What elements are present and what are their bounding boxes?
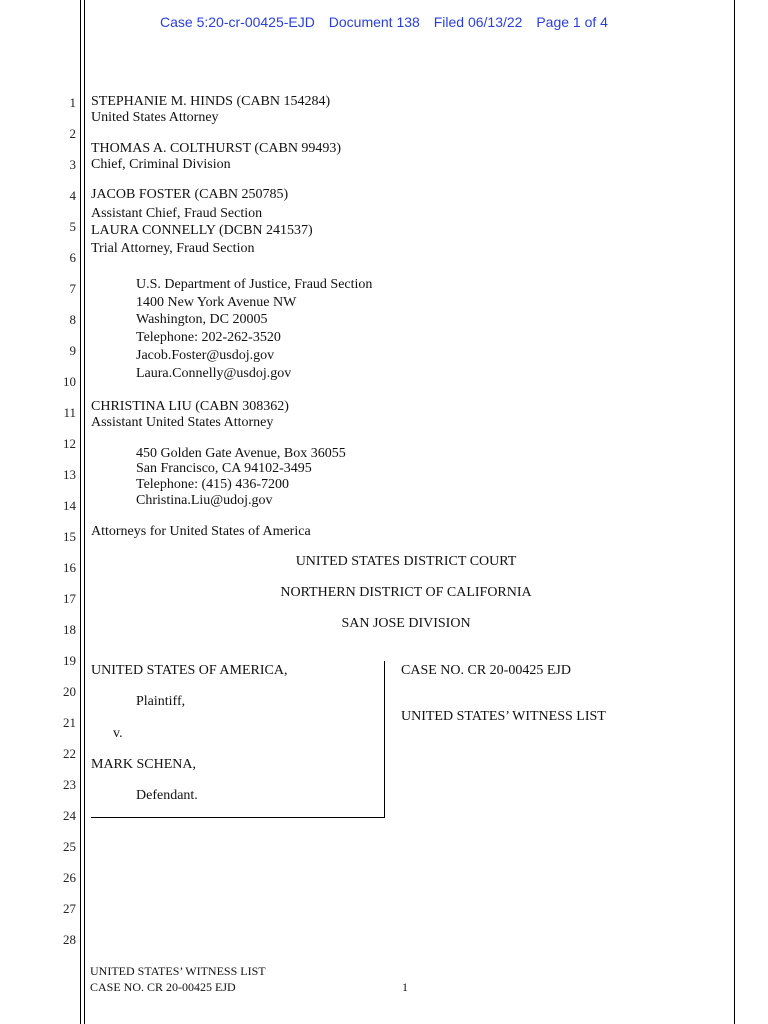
header-case-number: Case 5:20-cr-00425-EJD — [160, 14, 315, 30]
defendant-role: Defendant. — [136, 788, 198, 803]
attorneys-for: Attorneys for United States of America — [91, 524, 311, 539]
caption-bottom-rule — [91, 817, 385, 818]
line-number: 3 — [69, 157, 76, 172]
header-document-number: Document 138 — [328, 14, 420, 30]
line-number: 11 — [63, 405, 76, 420]
counsel-foster-name: JACOB FOSTER (CABN 250785) — [91, 187, 289, 202]
line-number: 8 — [69, 312, 76, 327]
caption-vertical-rule — [384, 661, 385, 818]
court-name: UNITED STATES DISTRICT COURT — [295, 554, 517, 569]
line-number: 16 — [63, 560, 76, 575]
plaintiff-role: Plaintiff, — [136, 694, 186, 709]
counsel-hinds-title: United States Attorney — [91, 110, 219, 125]
line-number: 17 — [63, 591, 76, 606]
line-number: 1 — [69, 95, 76, 110]
address-line: U.S. Department of Justice, Fraud Section — [136, 277, 373, 292]
line-number: 13 — [63, 467, 76, 482]
line-number: 22 — [63, 746, 76, 761]
versus: v. — [113, 726, 123, 741]
address-line: San Francisco, CA 94102-3495 — [136, 461, 312, 476]
defendant-name: MARK SCHENA, — [91, 757, 197, 772]
line-number: 27 — [63, 901, 76, 916]
counsel-foster-title: Assistant Chief, Fraud Section — [91, 206, 263, 221]
counsel-colthurst-title: Chief, Criminal Division — [91, 157, 231, 172]
counsel-liu-title: Assistant United States Attorney — [91, 415, 274, 430]
line-number: 12 — [63, 436, 76, 451]
counsel-liu-name: CHRISTINA LIU (CABN 308362) — [91, 399, 289, 414]
header-filed-date: Filed 06/13/22 — [433, 14, 523, 30]
phone-line: Telephone: 202-262-3520 — [136, 330, 281, 345]
line-number: 5 — [69, 219, 76, 234]
line-number: 23 — [63, 777, 76, 792]
left-margin-rule-outer — [80, 0, 81, 1024]
counsel-colthurst-name: THOMAS A. COLTHURST (CABN 99493) — [91, 141, 342, 156]
address-line: 450 Golden Gate Avenue, Box 36055 — [136, 446, 346, 461]
address-line: 1400 New York Avenue NW — [136, 295, 297, 310]
line-number: 6 — [69, 250, 76, 265]
court-district: NORTHERN DISTRICT OF CALIFORNIA — [280, 585, 532, 600]
line-number: 9 — [69, 343, 76, 358]
footer-title: UNITED STATES’ WITNESS LIST — [90, 964, 266, 978]
counsel-connelly-name: LAURA CONNELLY (DCBN 241537) — [91, 223, 313, 238]
ecf-header — [0, 14, 768, 30]
counsel-hinds-name: STEPHANIE M. HINDS (CABN 154284) — [91, 94, 331, 109]
left-margin-rule-inner — [84, 0, 85, 1024]
address-line: Washington, DC 20005 — [136, 312, 268, 327]
line-number: 10 — [63, 374, 76, 389]
line-number: 14 — [63, 498, 76, 513]
email-link[interactable]: Christina.Liu@udoj.gov — [136, 493, 273, 508]
line-number: 24 — [63, 808, 76, 823]
line-number: 25 — [63, 839, 76, 854]
line-number: 26 — [63, 870, 76, 885]
line-number: 19 — [63, 653, 76, 668]
footer-page-number: 1 — [402, 980, 408, 994]
case-number: CASE NO. CR 20-00425 EJD — [401, 663, 571, 678]
plaintiff-name: UNITED STATES OF AMERICA, — [91, 663, 288, 678]
phone-line: Telephone: (415) 436-7200 — [136, 477, 289, 492]
email-link[interactable]: Laura.Connelly@usdoj.gov — [136, 366, 292, 381]
line-number: 15 — [63, 529, 76, 544]
right-margin-rule — [734, 0, 735, 1024]
line-number: 7 — [69, 281, 76, 296]
line-number: 18 — [63, 622, 76, 637]
header-page-count: Page 1 of 4 — [536, 14, 608, 30]
document-title: UNITED STATES’ WITNESS LIST — [401, 709, 606, 724]
court-division: SAN JOSE DIVISION — [341, 616, 471, 631]
line-number: 21 — [63, 715, 76, 730]
line-number: 20 — [63, 684, 76, 699]
line-number: 4 — [69, 188, 76, 203]
line-number: 2 — [69, 126, 76, 141]
counsel-connelly-title: Trial Attorney, Fraud Section — [91, 241, 255, 256]
footer-case-number: CASE NO. CR 20-00425 EJD — [90, 980, 236, 994]
line-number: 28 — [63, 932, 76, 947]
email-link[interactable]: Jacob.Foster@usdoj.gov — [136, 348, 275, 363]
